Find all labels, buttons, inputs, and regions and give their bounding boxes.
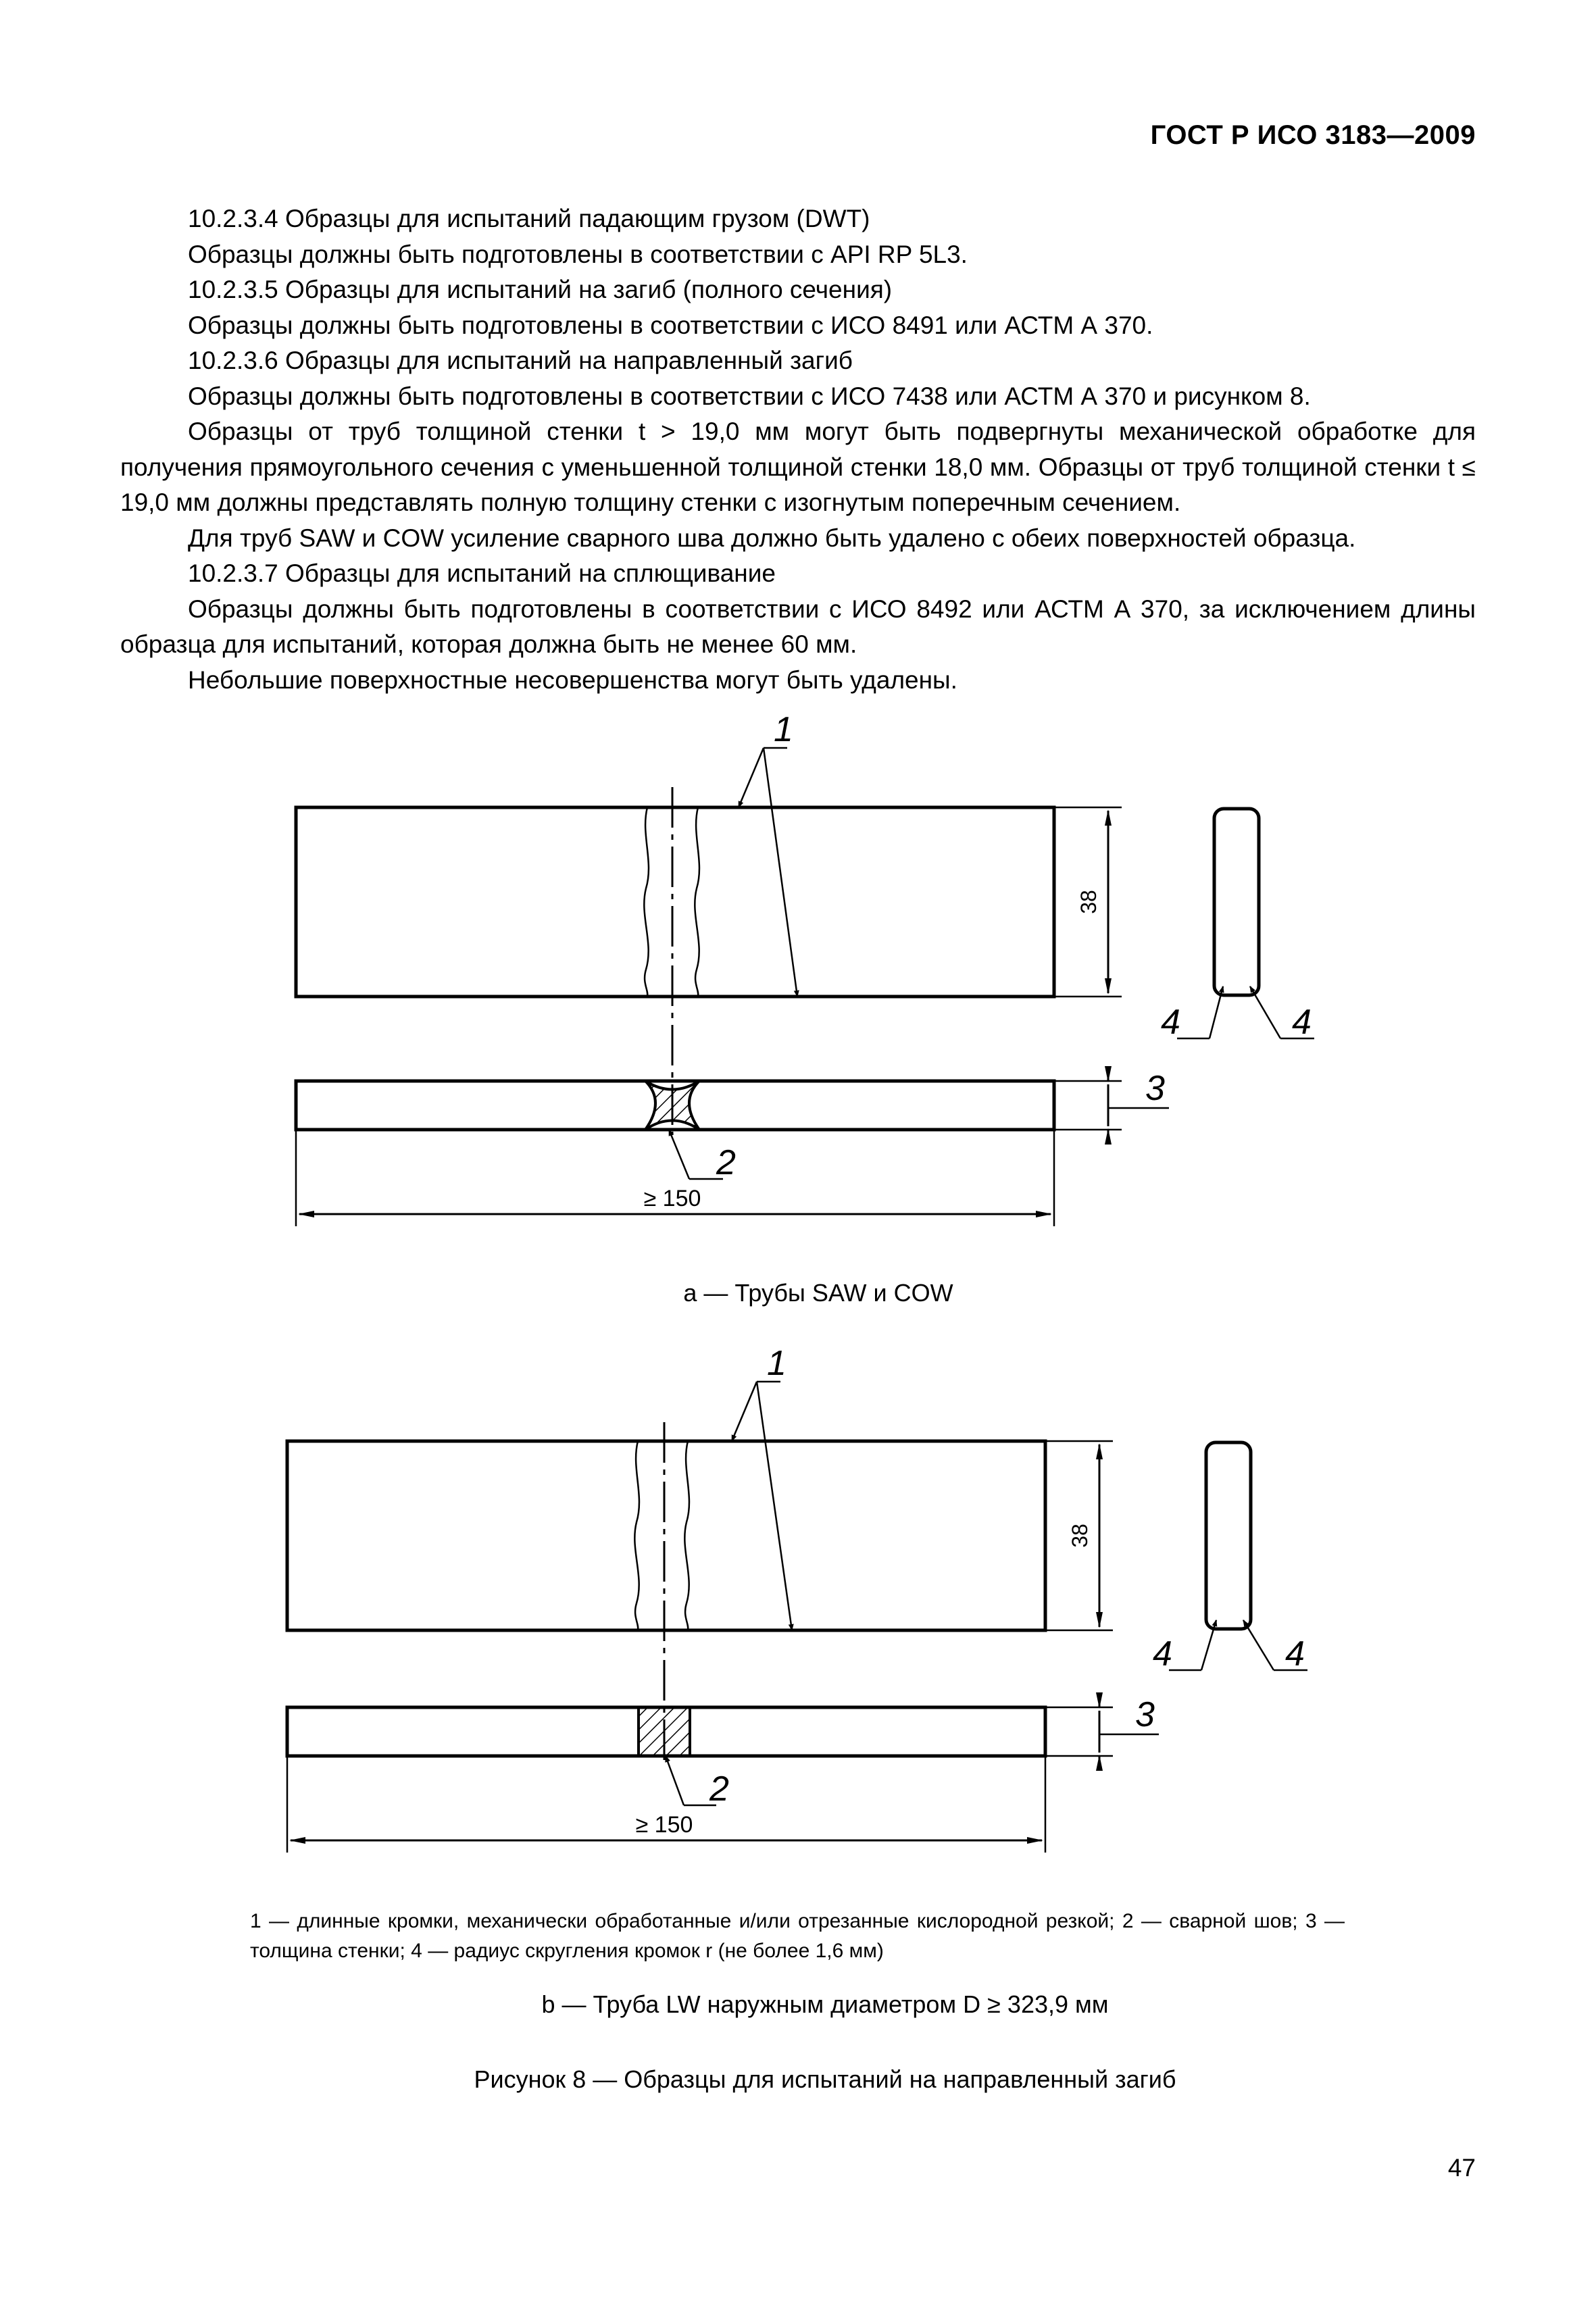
variant-b-drawing <box>287 1382 1307 1853</box>
specimen-end-view <box>1206 1442 1251 1629</box>
paragraph: 10.2.3.4 Образцы для испытаний падающим грузом (DWT) <box>188 205 870 232</box>
page-number: 47 <box>1447 2154 1476 2182</box>
paragraph: Образцы должны быть подготовлены в соответствии с ИСО 8491 или АСТМ А 370. <box>188 311 1153 339</box>
paragraph: Образцы должны быть подготовлены в соответствии с API RP 5L3. <box>188 240 968 268</box>
dim-length-label: ≥ 150 <box>635 1812 693 1838</box>
figure-title: Рисунок 8 — Образцы для испытаний на направленный загиб <box>474 2065 1176 2093</box>
callout-4-left: 4 <box>1153 1634 1172 1674</box>
callout-3: 3 <box>1135 1695 1155 1734</box>
lw-weld <box>639 1707 690 1756</box>
dim-width-label: 38 <box>1076 890 1101 914</box>
callout-4-right: 4 <box>1285 1634 1305 1674</box>
legend-text: 1 — длинные кромки, механически обработанные и/или отрезанные кислородной резкой; 2 — сварной шов; 3 — толщина стенки; 4 — радиус скругления кромок r (не более 1,6 мм) <box>250 1910 1345 1962</box>
callout-3: 3 <box>1145 1069 1165 1108</box>
dim-width-label: 38 <box>1068 1524 1092 1548</box>
paragraph: Небольшие поверхностные несовершенства могут быть удалены. <box>188 665 957 694</box>
paragraph: Образцы должны быть подготовлены в соответствии с ИСО 7438 или АСТМ А 370 и рисунком 8. <box>188 382 1311 410</box>
callout-4-right: 4 <box>1292 1003 1312 1042</box>
specimen-end-view <box>1214 809 1259 995</box>
caption-b: b — Труба LW наружным диаметром D ≥ 323,9 мм <box>541 1990 1109 2018</box>
specimen-top-view <box>296 807 1054 997</box>
weld-edge-right <box>684 1441 689 1630</box>
specimen-top-view <box>287 1441 1045 1630</box>
dim-length-label: ≥ 150 <box>643 1186 701 1211</box>
variant-b-labels <box>636 1344 1305 1838</box>
callout-2: 2 <box>716 1143 736 1182</box>
weld-edge-left <box>644 807 649 997</box>
weld-edge-left <box>634 1441 639 1630</box>
callout-1: 1 <box>767 1344 787 1383</box>
callout-1: 1 <box>774 710 793 749</box>
paragraph: Образцы должны быть подготовлены в соответствии с ИСО 8492 или АСТМ А 370, за исключением длины образца для испытаний, которая должна быть не менее 60 мм. <box>120 595 1476 658</box>
paragraph: 10.2.3.5 Образцы для испытаний на загиб (полного сечения) <box>188 276 893 303</box>
paragraph: Образцы от труб толщиной стенки t > 19,0 мм могут быть подвергнуты механической обработке для получения прямоугольного сечения с уменьшенной толщиной стенки 18,0 мм. Образцы от труб толщиной стенки t ≤ 19,0 мм должны представлять полную толщину стенки с изогнутым поперечным сечением. <box>120 418 1476 516</box>
variant-a-labels <box>644 710 1312 1211</box>
paragraph: 10.2.3.6 Образцы для испытаний на направленный загиб <box>188 347 853 374</box>
figure-legend <box>250 1907 1345 1966</box>
document-header: ГОСТ Р ИСО 3183—2009 <box>1150 120 1476 150</box>
paragraph: Для труб SAW и COW усиление сварного шва должно быть удалено с обеих поверхностей образца. <box>188 524 1356 552</box>
callout-2: 2 <box>709 1769 729 1809</box>
paragraph: 10.2.3.7 Образцы для испытаний на сплющивание <box>188 559 776 587</box>
weld-edge-right <box>695 807 699 997</box>
caption-a: а — Трубы SAW и COW <box>683 1279 953 1307</box>
callout-4-left: 4 <box>1161 1003 1180 1042</box>
variant-a-drawing <box>296 748 1314 1226</box>
